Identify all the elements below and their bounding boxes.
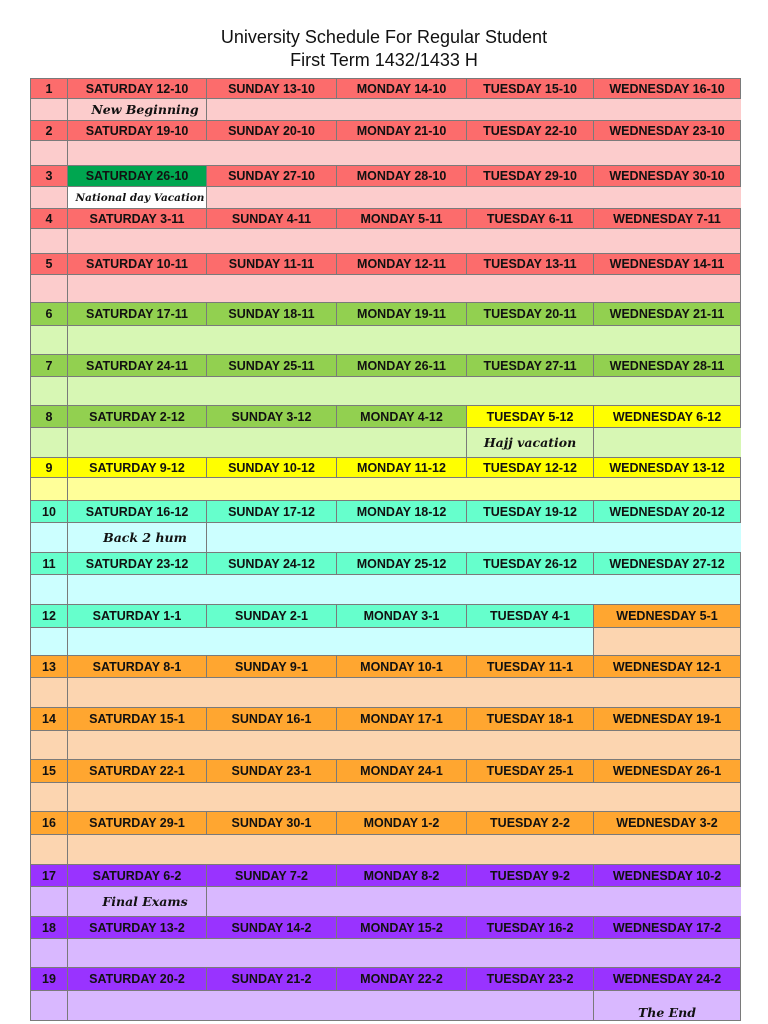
- day-cell: SATURDAY 12-10: [68, 79, 207, 99]
- week-number: 16: [31, 812, 68, 835]
- week-number: 7: [31, 355, 68, 377]
- week-row: [31, 166, 741, 187]
- day-cell: SUNDAY 30-1: [207, 812, 337, 835]
- day-cell: SATURDAY 29-1: [68, 812, 207, 835]
- week-note: Back 2 hum: [68, 523, 207, 553]
- week-row: [31, 303, 741, 326]
- day-cell: WEDNESDAY 3-2: [594, 812, 741, 835]
- week-row: [31, 458, 741, 478]
- day-cell: TUESDAY 18-1: [467, 708, 594, 731]
- week-note: National day Vacation: [68, 187, 207, 209]
- day-cell: SATURDAY 1-1: [68, 605, 207, 628]
- note-spacer: [31, 628, 68, 656]
- day-cell: SATURDAY 19-10: [68, 121, 207, 141]
- note-row: [31, 678, 741, 708]
- week-row: [31, 917, 741, 939]
- day-cell: SUNDAY 14-2: [207, 917, 337, 939]
- note-cell-empty: [207, 523, 337, 553]
- day-cell: TUESDAY 11-1: [467, 656, 594, 678]
- day-cell: SATURDAY 6-2: [68, 865, 207, 887]
- note-spacer: [31, 275, 68, 303]
- note-cell-empty: [337, 187, 467, 209]
- day-cell: MONDAY 17-1: [337, 708, 467, 731]
- note-cell-empty: [594, 428, 741, 458]
- day-cell: WEDNESDAY 19-1: [594, 708, 741, 731]
- note-cell-empty: [467, 99, 594, 121]
- note-row: [31, 141, 741, 166]
- week-number: 15: [31, 760, 68, 783]
- note-cell-empty: [68, 731, 741, 760]
- week-row: [31, 760, 741, 783]
- day-cell: MONDAY 4-12: [337, 406, 467, 428]
- week-number: 14: [31, 708, 68, 731]
- day-cell: SUNDAY 7-2: [207, 865, 337, 887]
- day-cell: SATURDAY 2-12: [68, 406, 207, 428]
- day-cell: WEDNESDAY 16-10: [594, 79, 741, 99]
- note-cell-empty: [68, 628, 594, 656]
- day-cell: TUESDAY 12-12: [467, 458, 594, 478]
- day-cell: MONDAY 1-2: [337, 812, 467, 835]
- note-row: [31, 229, 741, 254]
- note-cell-empty: [207, 991, 337, 1021]
- schedule-table: [30, 78, 741, 1021]
- note-cell-empty: [68, 326, 741, 355]
- note-spacer: [31, 575, 68, 605]
- day-cell: SUNDAY 13-10: [207, 79, 337, 99]
- week-number: 12: [31, 605, 68, 628]
- day-cell: MONDAY 3-1: [337, 605, 467, 628]
- week-number: 8: [31, 406, 68, 428]
- week-number: 10: [31, 501, 68, 523]
- day-cell: MONDAY 26-11: [337, 355, 467, 377]
- day-cell: MONDAY 12-11: [337, 254, 467, 275]
- week-row: [31, 812, 741, 835]
- note-row: [31, 428, 741, 458]
- day-cell: WEDNESDAY 7-11: [594, 209, 741, 229]
- day-cell: SATURDAY 22-1: [68, 760, 207, 783]
- note-cell-empty: [207, 428, 337, 458]
- day-cell: MONDAY 25-12: [337, 553, 467, 575]
- note-spacer: [31, 783, 68, 812]
- day-cell: MONDAY 11-12: [337, 458, 467, 478]
- note-row: [31, 991, 741, 1021]
- week-row: [31, 656, 741, 678]
- day-cell: WEDNESDAY 27-12: [594, 553, 741, 575]
- day-cell: TUESDAY 13-11: [467, 254, 594, 275]
- note-spacer: [31, 326, 68, 355]
- day-cell: SUNDAY 24-12: [207, 553, 337, 575]
- day-cell: MONDAY 5-11: [337, 209, 467, 229]
- note-cell-empty: [337, 991, 467, 1021]
- day-cell: SUNDAY 9-1: [207, 656, 337, 678]
- note-spacer: [31, 887, 68, 917]
- day-cell: SUNDAY 27-10: [207, 166, 337, 187]
- day-cell: WEDNESDAY 17-2: [594, 917, 741, 939]
- note-spacer: [31, 991, 68, 1021]
- day-cell: TUESDAY 5-12: [467, 406, 594, 428]
- day-cell: WEDNESDAY 20-12: [594, 501, 741, 523]
- week-number: 13: [31, 656, 68, 678]
- day-cell: TUESDAY 27-11: [467, 355, 594, 377]
- week-number: 3: [31, 166, 68, 187]
- week-number: 17: [31, 865, 68, 887]
- day-cell: SATURDAY 23-12: [68, 553, 207, 575]
- day-cell: SUNDAY 20-10: [207, 121, 337, 141]
- note-cell-empty: [594, 99, 741, 121]
- day-cell: TUESDAY 15-10: [467, 79, 594, 99]
- note-cell-empty: [68, 939, 741, 968]
- note-cell-empty: [68, 835, 741, 865]
- note-cell-empty: [68, 428, 207, 458]
- week-number: 1: [31, 79, 68, 99]
- day-cell: WEDNESDAY 24-2: [594, 968, 741, 991]
- note-row: [31, 326, 741, 355]
- week-number: 6: [31, 303, 68, 326]
- note-cell-empty: [594, 187, 741, 209]
- day-cell: SATURDAY 9-12: [68, 458, 207, 478]
- day-cell: SUNDAY 2-1: [207, 605, 337, 628]
- week-row: [31, 254, 741, 275]
- note-row: [31, 887, 741, 917]
- day-cell: SUNDAY 10-12: [207, 458, 337, 478]
- note-cell-empty: [68, 275, 741, 303]
- day-cell: MONDAY 18-12: [337, 501, 467, 523]
- day-cell: MONDAY 28-10: [337, 166, 467, 187]
- note-row: [31, 187, 741, 209]
- day-cell: WEDNESDAY 6-12: [594, 406, 741, 428]
- note-cell-empty: [594, 523, 741, 553]
- note-spacer: [31, 523, 68, 553]
- day-cell: SUNDAY 17-12: [207, 501, 337, 523]
- note-cell-empty: [68, 377, 741, 406]
- note-cell-empty: [68, 575, 741, 605]
- day-cell: MONDAY 10-1: [337, 656, 467, 678]
- day-cell: MONDAY 14-10: [337, 79, 467, 99]
- note-cell-empty: [68, 478, 741, 501]
- day-cell: SUNDAY 3-12: [207, 406, 337, 428]
- week-row: [31, 121, 741, 141]
- note-cell-empty: [594, 628, 741, 656]
- day-cell: SUNDAY 11-11: [207, 254, 337, 275]
- note-spacer: [31, 229, 68, 254]
- week-number: 9: [31, 458, 68, 478]
- week-number: 2: [31, 121, 68, 141]
- day-cell: WEDNESDAY 12-1: [594, 656, 741, 678]
- day-cell: TUESDAY 19-12: [467, 501, 594, 523]
- week-number: 5: [31, 254, 68, 275]
- week-row: [31, 501, 741, 523]
- note-row: [31, 377, 741, 406]
- day-cell: MONDAY 19-11: [337, 303, 467, 326]
- week-note: Hajj vacation: [467, 428, 594, 458]
- note-spacer: [31, 141, 68, 166]
- note-row: [31, 939, 741, 968]
- day-cell: MONDAY 22-2: [337, 968, 467, 991]
- note-spacer: [31, 428, 68, 458]
- note-spacer: [31, 939, 68, 968]
- note-spacer: [31, 835, 68, 865]
- day-cell: TUESDAY 20-11: [467, 303, 594, 326]
- day-cell: MONDAY 21-10: [337, 121, 467, 141]
- week-number: 4: [31, 209, 68, 229]
- day-cell: SUNDAY 23-1: [207, 760, 337, 783]
- day-cell: TUESDAY 6-11: [467, 209, 594, 229]
- day-cell: SATURDAY 13-2: [68, 917, 207, 939]
- day-cell: WEDNESDAY 21-11: [594, 303, 741, 326]
- note-cell-empty: [68, 229, 741, 254]
- week-number: 11: [31, 553, 68, 575]
- day-cell: TUESDAY 16-2: [467, 917, 594, 939]
- note-cell-empty: [337, 887, 467, 917]
- day-cell: SATURDAY 26-10: [68, 166, 207, 187]
- note-row: [31, 628, 741, 656]
- note-row: [31, 523, 741, 553]
- note-cell-empty: [68, 678, 741, 708]
- note-row: [31, 575, 741, 605]
- day-cell: TUESDAY 9-2: [467, 865, 594, 887]
- week-row: [31, 865, 741, 887]
- week-row: [31, 79, 741, 99]
- note-row: [31, 783, 741, 812]
- day-cell: SATURDAY 15-1: [68, 708, 207, 731]
- note-cell-empty: [68, 783, 741, 812]
- day-cell: SUNDAY 25-11: [207, 355, 337, 377]
- note-cell-empty: [68, 141, 741, 166]
- day-cell: SATURDAY 20-2: [68, 968, 207, 991]
- note-spacer: [31, 377, 68, 406]
- day-cell: TUESDAY 26-12: [467, 553, 594, 575]
- day-cell: WEDNESDAY 13-12: [594, 458, 741, 478]
- note-cell-empty: [207, 187, 337, 209]
- day-cell: SUNDAY 21-2: [207, 968, 337, 991]
- day-cell: WEDNESDAY 23-10: [594, 121, 741, 141]
- week-note: The End: [594, 991, 741, 1021]
- note-spacer: [31, 187, 68, 209]
- week-number: 18: [31, 917, 68, 939]
- note-cell-empty: [467, 991, 594, 1021]
- day-cell: WEDNESDAY 30-10: [594, 166, 741, 187]
- day-cell: SUNDAY 4-11: [207, 209, 337, 229]
- week-number: 19: [31, 968, 68, 991]
- day-cell: SUNDAY 18-11: [207, 303, 337, 326]
- day-cell: TUESDAY 22-10: [467, 121, 594, 141]
- note-spacer: [31, 478, 68, 501]
- day-cell: WEDNESDAY 10-2: [594, 865, 741, 887]
- day-cell: TUESDAY 25-1: [467, 760, 594, 783]
- week-note: Final Exams: [68, 887, 207, 917]
- day-cell: MONDAY 8-2: [337, 865, 467, 887]
- week-note: New Beginning: [68, 99, 207, 121]
- note-spacer: [31, 99, 68, 121]
- page-subtitle: First Term 1432/1433 H: [290, 50, 478, 70]
- week-row: [31, 708, 741, 731]
- day-cell: WEDNESDAY 5-1: [594, 605, 741, 628]
- note-cell-empty: [594, 887, 741, 917]
- note-cell-empty: [337, 428, 467, 458]
- note-row: [31, 835, 741, 865]
- note-spacer: [31, 731, 68, 760]
- day-cell: SATURDAY 17-11: [68, 303, 207, 326]
- day-cell: SATURDAY 24-11: [68, 355, 207, 377]
- day-cell: SATURDAY 16-12: [68, 501, 207, 523]
- note-cell-empty: [467, 187, 594, 209]
- day-cell: TUESDAY 23-2: [467, 968, 594, 991]
- note-row: [31, 99, 741, 121]
- note-cell-empty: [337, 99, 467, 121]
- note-cell-empty: [337, 523, 467, 553]
- day-cell: WEDNESDAY 26-1: [594, 760, 741, 783]
- day-cell: WEDNESDAY 14-11: [594, 254, 741, 275]
- note-row: [31, 731, 741, 760]
- week-row: [31, 209, 741, 229]
- note-cell-empty: [467, 887, 594, 917]
- note-cell-empty: [467, 523, 594, 553]
- day-cell: TUESDAY 4-1: [467, 605, 594, 628]
- day-cell: SATURDAY 8-1: [68, 656, 207, 678]
- note-cell-empty: [207, 99, 337, 121]
- day-cell: TUESDAY 29-10: [467, 166, 594, 187]
- day-cell: SUNDAY 16-1: [207, 708, 337, 731]
- note-cell-empty: [207, 887, 337, 917]
- page-title: University Schedule For Regular Student: [220, 27, 548, 47]
- week-row: [31, 605, 741, 628]
- day-cell: SATURDAY 10-11: [68, 254, 207, 275]
- day-cell: TUESDAY 2-2: [467, 812, 594, 835]
- week-row: [31, 968, 741, 991]
- note-spacer: [31, 678, 68, 708]
- day-cell: MONDAY 15-2: [337, 917, 467, 939]
- week-row: [31, 355, 741, 377]
- note-cell-empty: [68, 991, 207, 1021]
- day-cell: SATURDAY 3-11: [68, 209, 207, 229]
- note-row: [31, 275, 741, 303]
- week-row: [31, 553, 741, 575]
- day-cell: MONDAY 24-1: [337, 760, 467, 783]
- note-row: [31, 478, 741, 501]
- week-row: [31, 406, 741, 428]
- day-cell: WEDNESDAY 28-11: [594, 355, 741, 377]
